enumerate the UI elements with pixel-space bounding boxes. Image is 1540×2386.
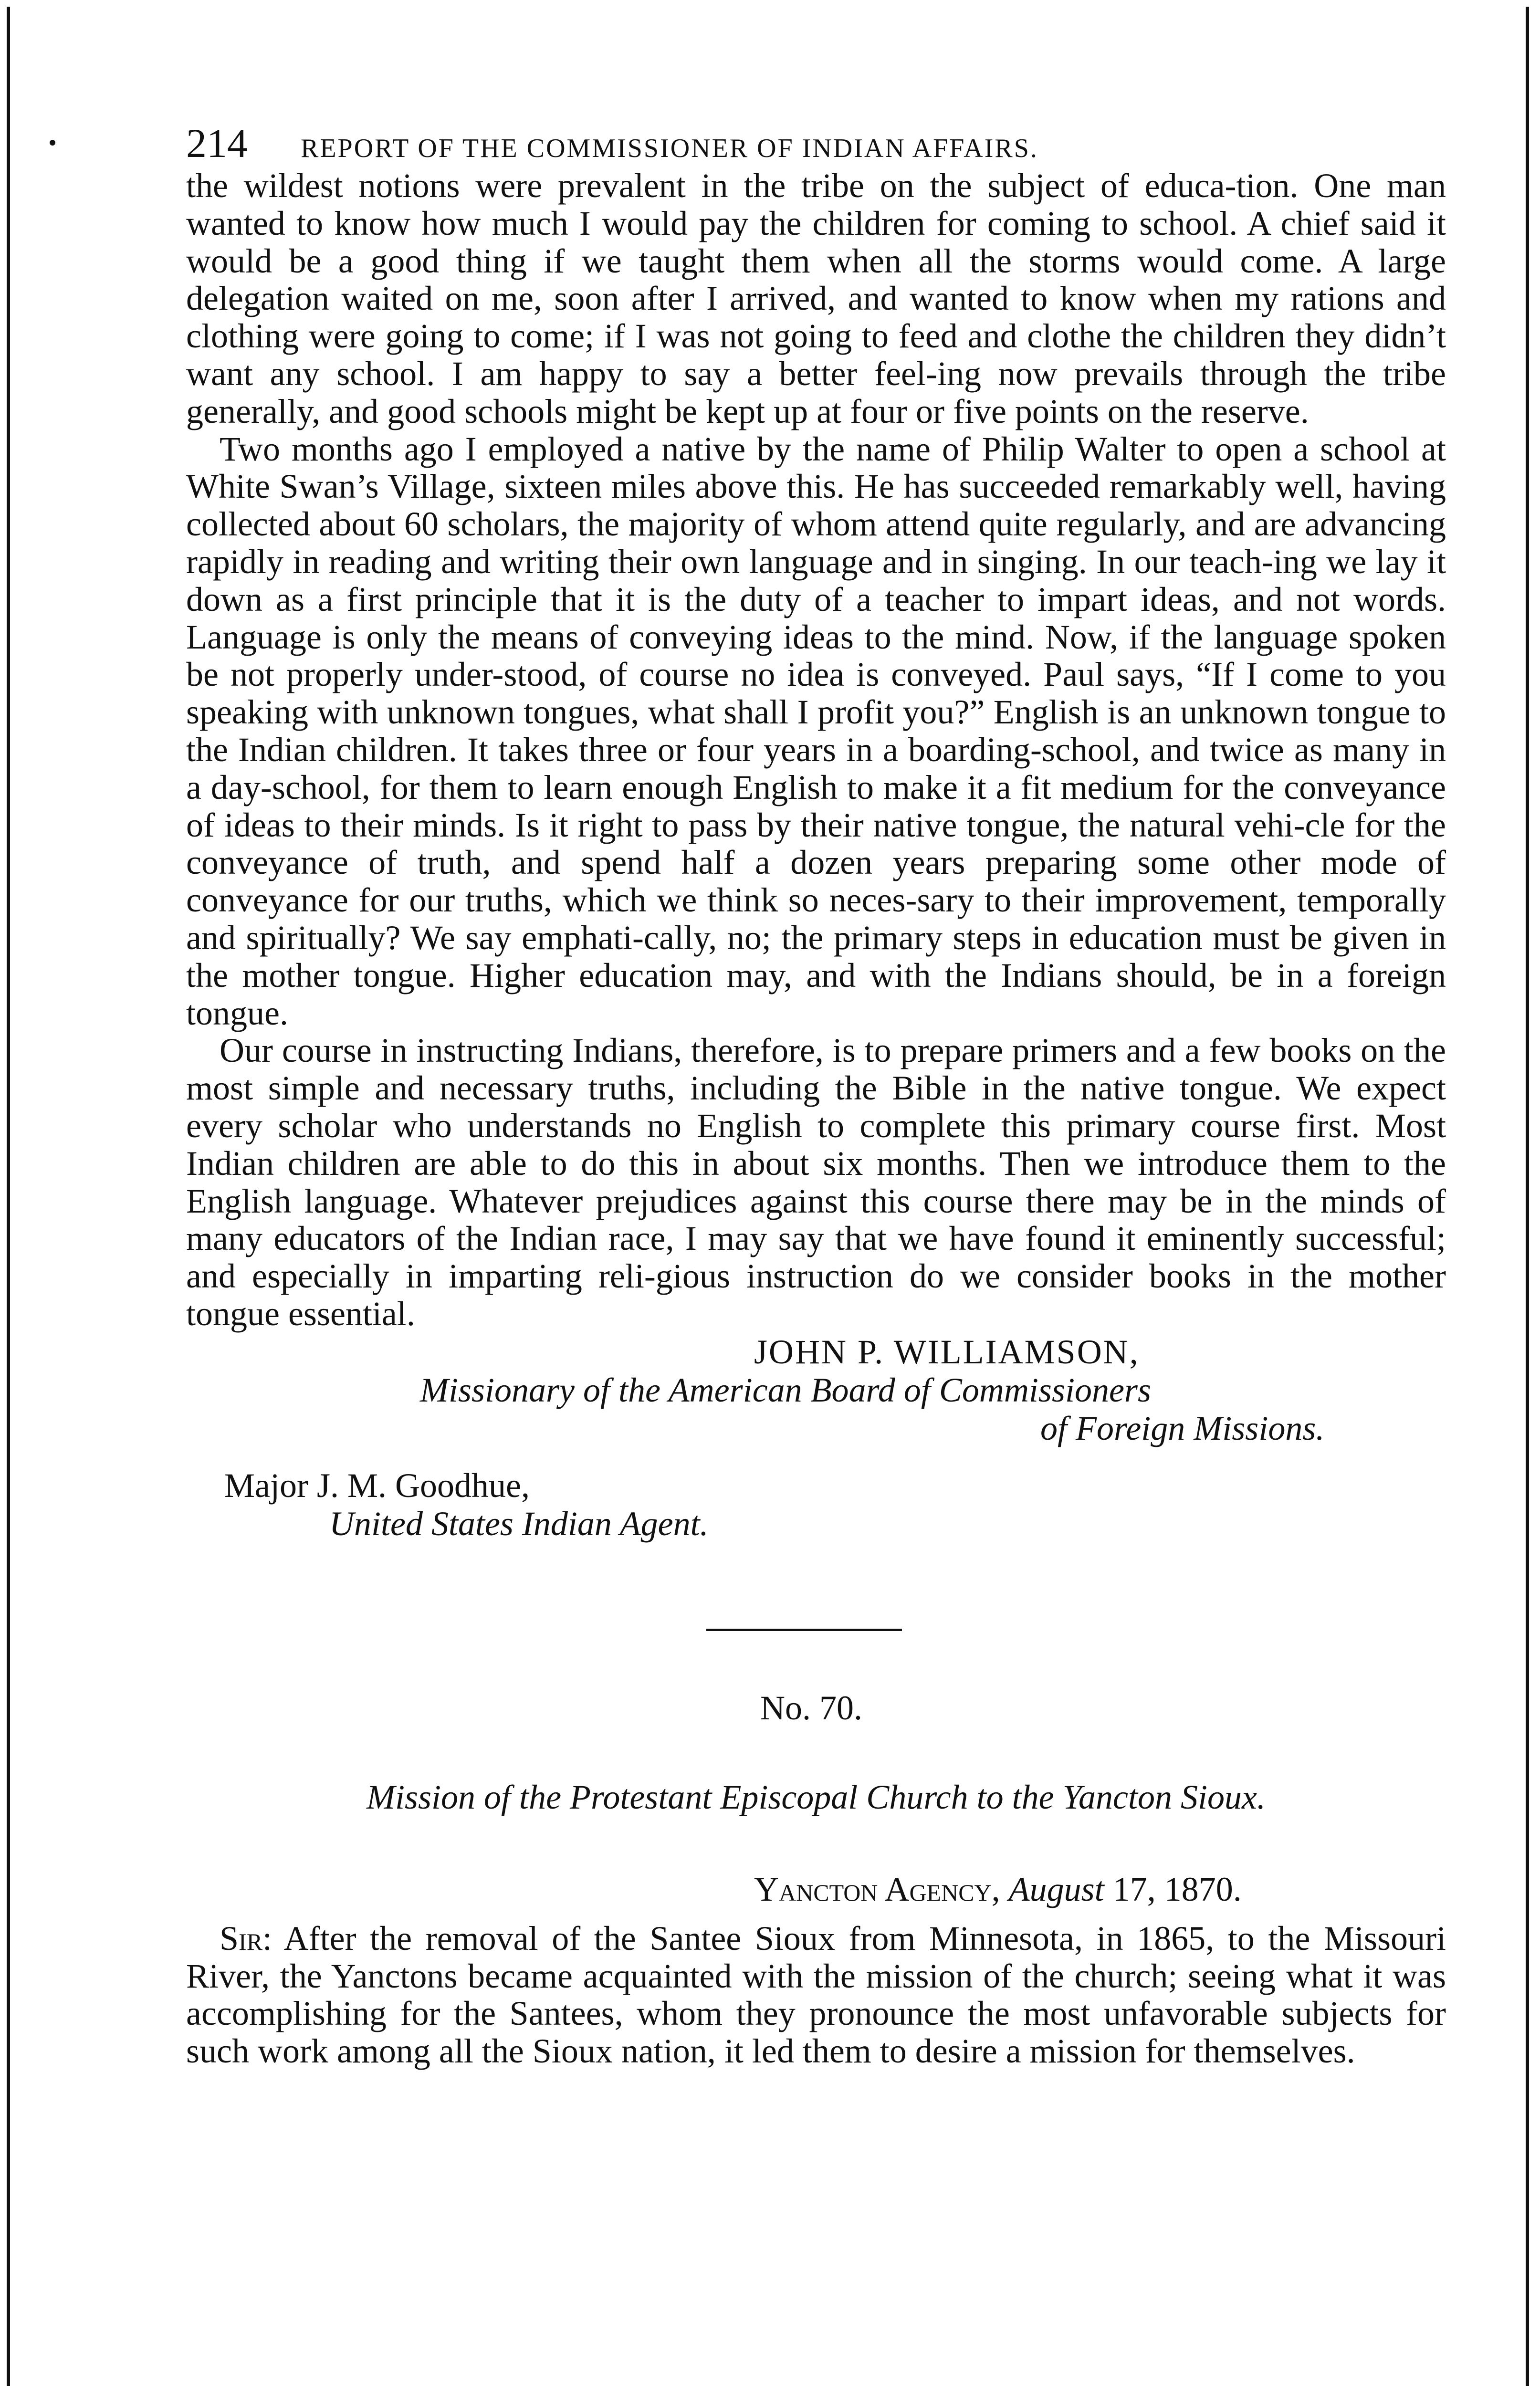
addressee-name: Major J. M. Goodhue, <box>224 1466 530 1505</box>
signature-title-line2: of Foreign Missions. <box>1040 1409 1325 1447</box>
signature-title-line1: Missionary of the American Board of Commissioners <box>420 1371 1151 1409</box>
running-head: REPORT OF THE COMMISSIONER OF INDIAN AFFAIRS. <box>301 134 1038 163</box>
page-number: 214 <box>186 120 248 166</box>
dateline <box>186 1870 1446 1909</box>
salutation: Sir: <box>220 1919 272 1957</box>
section-divider <box>706 1629 902 1631</box>
body-paragraph-3: Our course in instructing Indians, therefore, is to prepare primers and a few books on the most simple and necessary truths, including the Bible in the native tongue. We expect every scholar who understands no English to complete this primary course first. Most Indian children are able to do this in about six months. Then we introduce them to the English language. Whatever prejudices against this course there may be in the minds of many educators of the Indian race, I may say that we have found it eminently successful; and especially in imparting reli-gious instruction do we consider books in the mother tongue essential. <box>186 1031 1446 1333</box>
margin-dot <box>50 140 55 146</box>
document-title: Mission of the Protestant Episcopal Church to the Yancton Sioux. <box>367 1778 1266 1816</box>
letter-opening-text: After the removal of the Santee Sioux from Minnesota, in 1865, to the Missouri River, the Yanctons became acquainted with the mission of the church; seeing what it was accomplishing for the Santees, whom they pronounce the most unfavorable subjects for such work among all the Sioux nation, it led them to desire a mission for themselves. <box>186 1919 1446 2071</box>
page-header <box>186 119 1446 167</box>
letter-opening <box>186 1920 1446 2070</box>
signature-name: JOHN P. WILLIAMSON, <box>754 1332 1140 1371</box>
page-content <box>186 119 1446 2070</box>
addressee-title: United States Indian Agent. <box>329 1504 709 1543</box>
body-paragraph-2: Two months ago I employed a native by the name of Philip Walter to open a school at White Swan’s Village, sixteen miles above this. He has succeeded remarkably well, having collected about 60 scholars, the majority of whom attend quite regularly, and are advancing rapidly in reading and writing their own language and in singing. In our teach-ing we lay it down as a first principle that it is the duty of a teacher to impart ideas, and not words. Language is only the means of conveying ideas to the mind. Now, if the language spoken be not properly under-stood, of course no idea is conveyed. Paul says, “If I come to you speaking with unknown tongues, what shall I profit you?” English is an unknown tongue to the Indian children. It takes three or four years in a boarding-school, and twice as many in a day-school, for them to learn enough English to make it a fit medium for the conveyance of ideas to their minds. Is it right to pass by their native tongue, the natural vehi-cle for the conveyance of truth, and spend half a dozen years preparing some other mode of conveyance for our truths, which we think so neces-sary to their improvement, temporally and spiritually? We say emphati-cally, no; the primary steps in education must be given in the mother tongue. Higher education may, and with the Indians should, be in a foreign tongue. <box>186 429 1446 1032</box>
document-number: No. 70. <box>760 1688 862 1727</box>
dateline-day-year: 17, 1870. <box>1112 1870 1242 1908</box>
dateline-month: August <box>1008 1870 1104 1908</box>
body-paragraph-1: the wildest notions were prevalent in the tribe on the subject of educa-tion. One man wanted to know how much I would pay the children for coming to school. A chief said it would be a good thing if we taught them when all the storms would come. A large delegation waited on me, soon after I arrived, and wanted to know when my rations and clothing were going to come; if I was not going to feed and clothe the children they didn’t want any school. I am happy to say a better feel-ing now prevails through the tribe generally, and good schools might be kept up at four or five points on the reserve. <box>186 167 1446 430</box>
dateline-place: Yancton Agency, <box>754 1870 1000 1908</box>
